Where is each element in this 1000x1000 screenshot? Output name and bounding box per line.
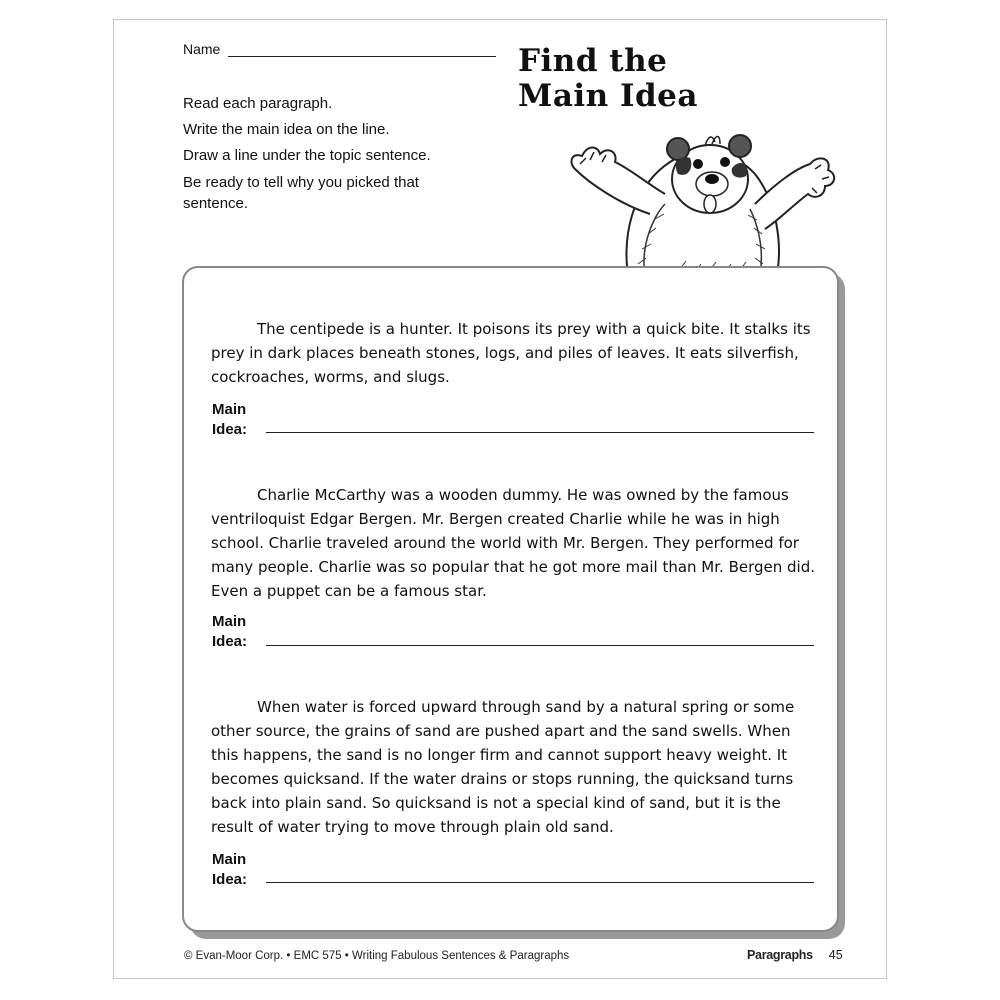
main-idea-answer-line[interactable] [266,432,814,433]
instructions [183,91,483,214]
section-name: Paragraphs [747,948,813,962]
instruction-item: Write the main idea on the line. [183,121,390,138]
name-line[interactable] [228,42,496,57]
footer-credit: © Evan-Moor Corp. • EMC 575 • Writing Fabulous Sentences & Paragraphs [184,950,570,962]
paragraph [211,483,816,603]
paragraph-text: When water is forced upward through sand by a natural spring or some other source, the grains of sand are pushed apart and the sand swells. When this happens, the sand is no longer firm and cannot support heavy weight. It becomes quicksand. If the water drains or stops running, the quicksand turns back into plain sand. So quicksand is not a special kind of sand, but it is the result of water trying to move through plain old sand. [211,698,795,836]
main-idea-label-line1: Main [212,401,247,418]
main-idea-label [212,850,247,890]
paragraph-text: The centipede is a hunter. It poisons its prey with a quick bite. It stalks its prey in dark places beneath stones, logs, and piles of leaves. It eats silverfish, cockroaches, worms, and slugs. [211,320,811,386]
title-line-2: Main Idea [518,78,698,114]
main-idea-label [212,612,247,652]
footer-right [747,948,843,962]
main-idea-label-line2: Idea: [212,633,248,650]
instruction-item: Draw a line under the topic sentence. [183,147,431,164]
paragraph-text: Charlie McCarthy was a wooden dummy. He was owned by the famous ventriloquist Edgar Bergen. Mr. Bergen created Charlie while he was in high school. Charlie traveled around the world with Mr. Bergen. They performed for many people. Charlie was so popular that he got more mail than Mr. Bergen did. Even a puppet can be a famous star. [211,486,815,600]
main-idea-label-line1: Main [212,613,247,630]
main-idea-label [212,400,247,440]
main-idea-answer-line[interactable] [266,882,814,883]
title-line-1: Find the [518,43,668,79]
paragraph [211,317,816,389]
main-idea-label-line1: Main [212,851,247,868]
bear-illustration [560,124,840,284]
main-idea-label-line2: Idea: [212,421,248,438]
instruction-item: Read each paragraph. [183,95,333,112]
page-title [518,44,698,114]
name-label: Name [183,41,221,57]
page-number: 45 [828,948,843,962]
name-field [183,41,496,57]
instruction-item: Be ready to tell why you picked that sentence. [183,174,419,212]
main-idea-answer-line[interactable] [266,645,814,646]
paragraph [211,695,816,839]
main-idea-label-line2: Idea: [212,871,248,888]
